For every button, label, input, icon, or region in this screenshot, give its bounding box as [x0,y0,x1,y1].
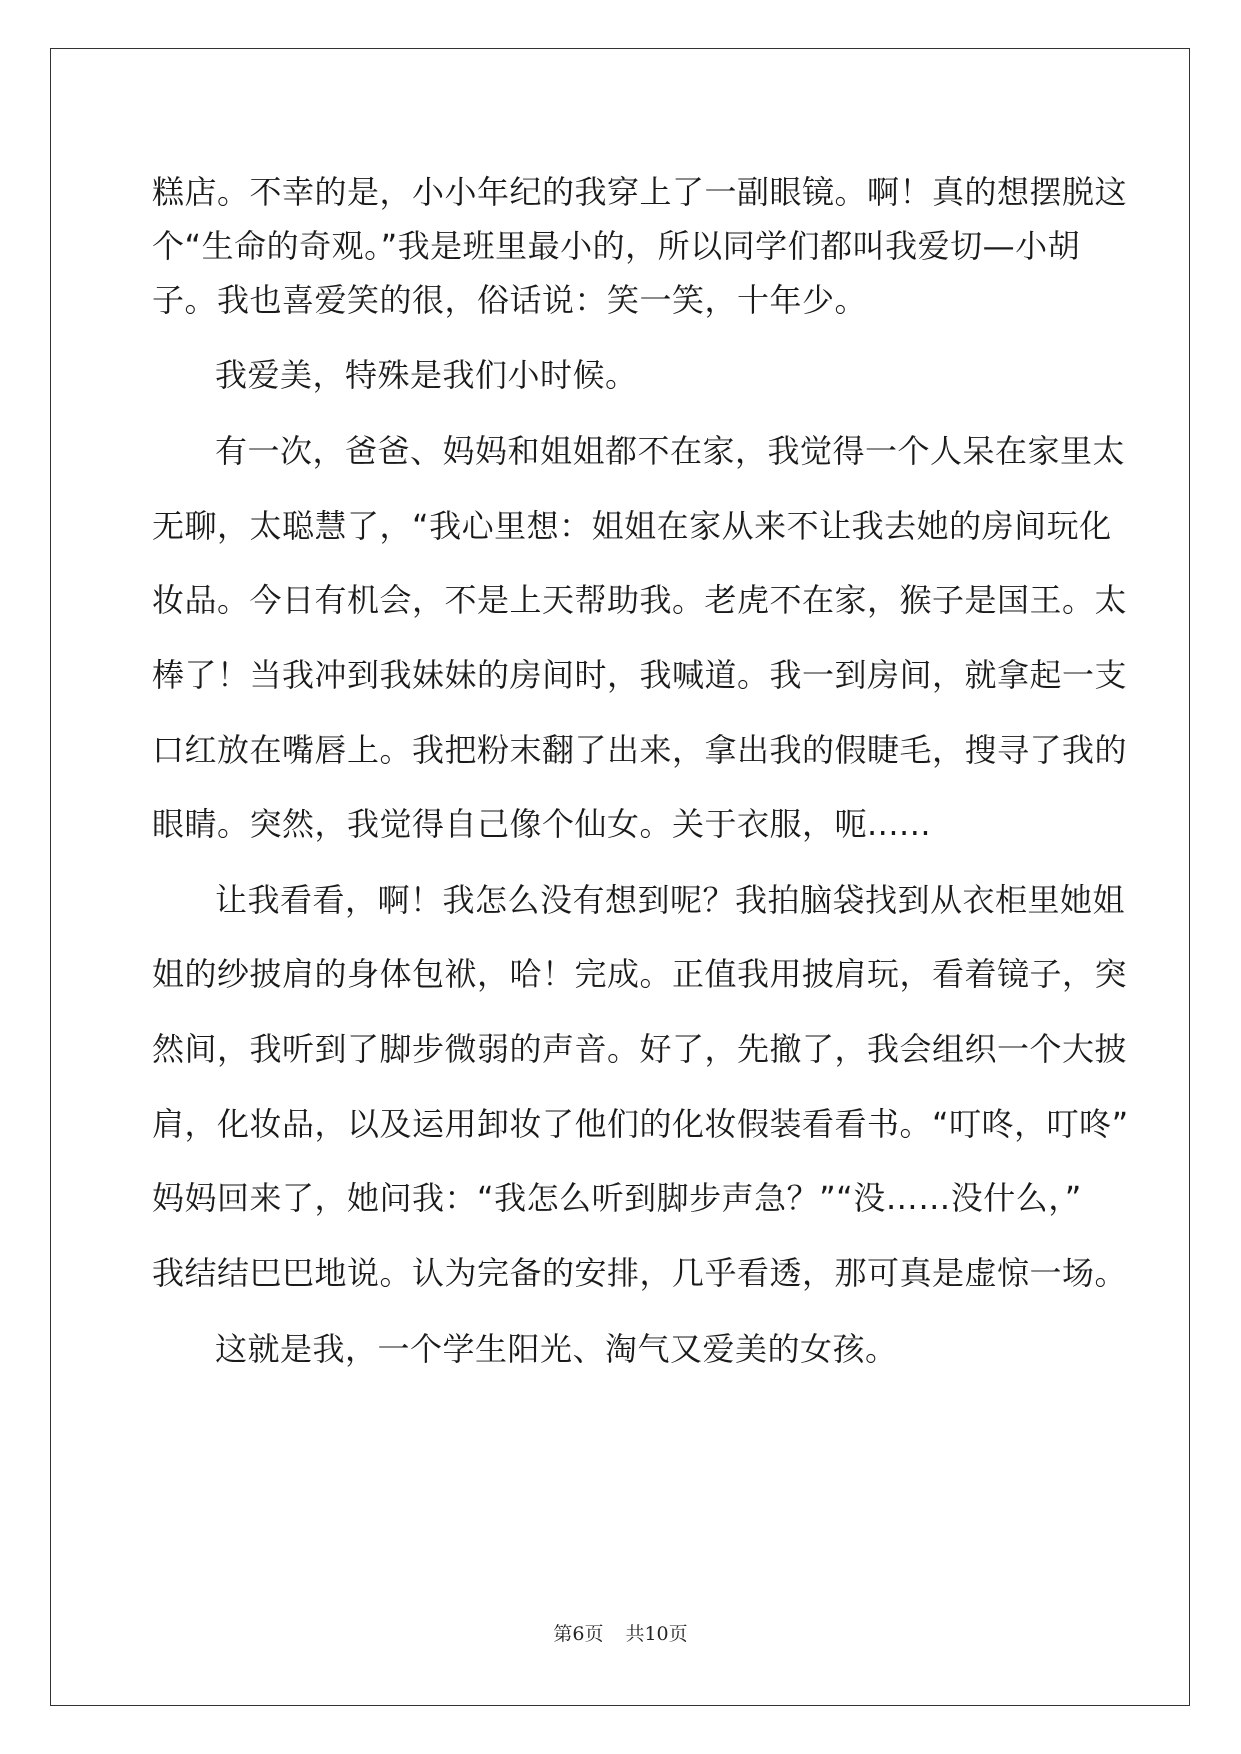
text-line: 子。我也喜爱笑的很，俗话说：笑一笑，十年少。 [152,281,868,319]
text-line: 姐的纱披肩的身体包袱，哈！完成。正值我用披肩玩，看着镜子，突 [152,955,1128,993]
text-line: 妈妈回来了，她问我：“我怎么听到脚步声急？”“没……没什么，” [152,1179,1082,1217]
paragraph-start-line: 这就是我，一个学生阳光、淘气又爱美的女孩。 [215,1330,898,1368]
paragraph-start-line: 有一次，爸爸、妈妈和姐姐都不在家，我觉得一个人呆在家里太 [215,432,1126,470]
text-line: 个“生命的奇观。”我是班里最小的，所以同学们都叫我爱切—小胡 [152,227,1081,265]
total-pages: 共10页 [625,1623,688,1645]
page-number: 第6页 [553,1623,604,1645]
paragraph-start-line: 让我看看，啊！我怎么没有想到呢？我拍脑袋找到从衣柜里她姐 [215,881,1126,919]
text-line: 肩，化妆品，以及运用卸妆了他们的化妆假装看看书。“叮咚，叮咚” [152,1105,1129,1143]
text-line: 无聊，太聪慧了，“我心里想：姐姐在家从来不让我去她的房间玩化 [152,507,1112,545]
text-line: 糕店。不幸的是，小小年纪的我穿上了一副眼镜。啊！真的想摆脱这 [152,173,1128,211]
text-line: 然间，我听到了脚步微弱的声音。好了，先撤了，我会组织一个大披 [152,1030,1128,1068]
text-line: 眼睛。突然，我觉得自己像个仙女。关于衣服，呃...... [152,805,932,843]
paragraph-start-line: 我爱美，特殊是我们小时候。 [215,356,638,394]
text-line: 妆品。今日有机会，不是上天帮助我。老虎不在家，猴子是国王。太 [152,581,1128,619]
text-line: 口红放在嘴唇上。我把粉末翻了出来，拿出我的假睫毛，搜寻了我的 [152,731,1128,769]
text-line: 棒了！当我冲到我妹妹的房间时，我喊道。我一到房间，就拿起一支 [152,656,1128,694]
page-footer [0,1622,1241,1646]
text-line: 我结结巴巴地说。认为完备的安排，几乎看透，那可真是虚惊一场。 [152,1254,1128,1292]
